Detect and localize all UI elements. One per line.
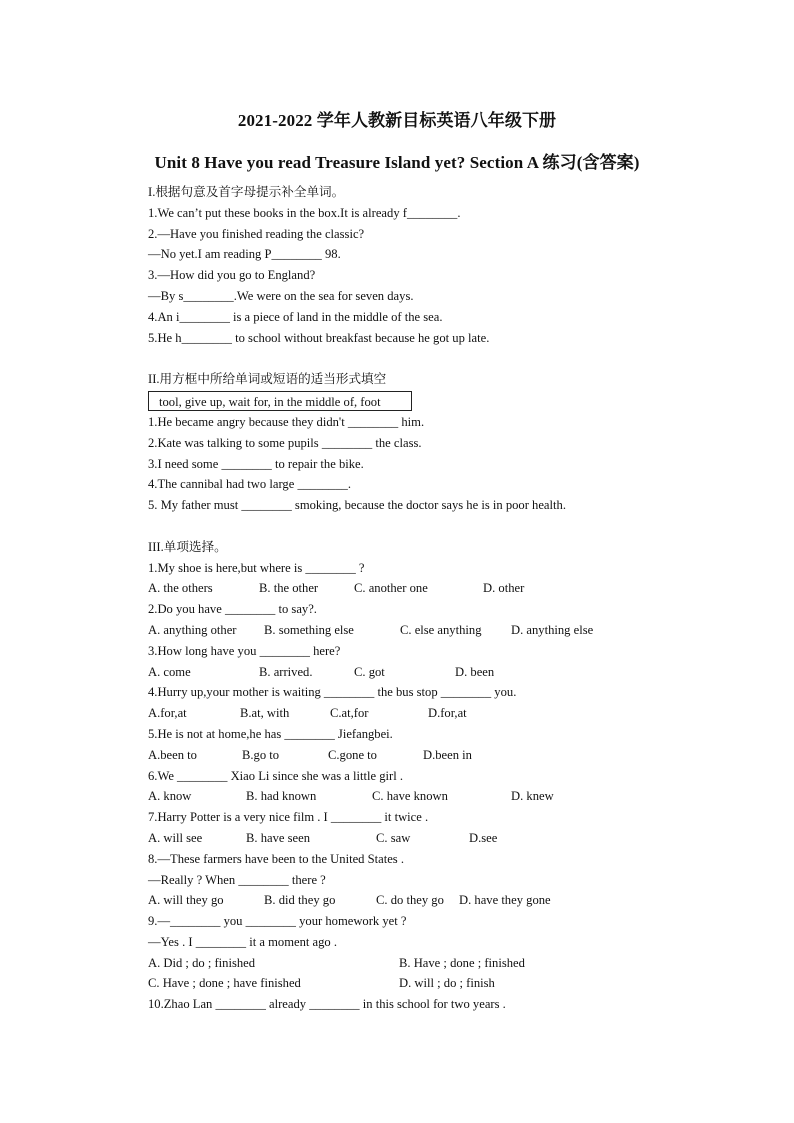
question-stem: 8.—These farmers have been to the United States .	[148, 851, 404, 866]
option: A. will they go	[148, 893, 224, 908]
question-stem: —Really ? When ________ there ?	[148, 872, 326, 887]
option: A.for,at	[148, 706, 187, 721]
option: D.see	[469, 830, 498, 845]
option: C. another one	[354, 581, 428, 596]
option: A. will see	[148, 830, 203, 845]
section-3-heading: III.单项选择。	[148, 539, 227, 554]
option: B.go to	[242, 747, 280, 762]
option: D. other	[483, 581, 525, 596]
question-stem: 6.We ________ Xiao Li since she was a little girl .	[148, 768, 404, 783]
section-2-line: 4.The cannibal had two large ________.	[148, 477, 351, 492]
section-1-heading: I.根据句意及首字母提示补全单词。	[148, 185, 345, 199]
section-1-line: 3.—How did you go to England?	[148, 268, 316, 283]
option: A.been to	[148, 747, 197, 762]
option: B. arrived.	[259, 664, 313, 679]
option: C. else anything	[400, 622, 482, 637]
question-options	[148, 890, 668, 911]
option: D. been	[455, 664, 495, 679]
option: D.been in	[423, 747, 472, 762]
option: B. have seen	[246, 830, 310, 845]
section-1-line: —By s________.We were on the sea for seven days.	[148, 288, 414, 303]
section-1-line: 5.He h________ to school without breakfast because he got up late.	[148, 330, 490, 345]
question-stem: 10.Zhao Lan ________ already ________ in this school for two years .	[148, 997, 506, 1012]
section-1-line: 4.An i________ is a piece of land in the middle of the sea.	[148, 309, 443, 324]
option: C. Have ; done ; have finished	[148, 976, 301, 991]
option: A. Did ; do ; finished	[148, 955, 256, 970]
option: D. anything else	[511, 622, 594, 637]
option: C. have known	[372, 789, 448, 804]
question-options	[148, 745, 668, 766]
question-options	[148, 786, 668, 807]
question-stem: 9.—________ you ________ your homework yet ?	[148, 914, 407, 929]
question-stem: 2.Do you have ________ to say?.	[148, 602, 317, 617]
option: D.for,at	[428, 706, 467, 721]
document-title: 2021-2022 学年人教新目标英语八年级下册	[237, 111, 557, 130]
option: C. saw	[376, 830, 411, 845]
question-options	[148, 703, 668, 724]
option: C.at,for	[330, 706, 369, 721]
question-stem: 4.Hurry up,your mother is waiting ________ the bus stop ________ you.	[148, 685, 517, 700]
document-body	[148, 182, 668, 1015]
question-stem: 1.My shoe is here,but where is ________ ?	[148, 560, 365, 575]
section-2-heading: II.用方框中所给单词或短语的适当形式填空	[148, 372, 387, 387]
option: B.at, with	[240, 706, 290, 721]
option: B. Have ; done ; finished	[399, 955, 525, 970]
question-options	[148, 662, 668, 683]
option: B. did they go	[264, 893, 336, 908]
question-options	[148, 578, 668, 599]
option: A. know	[148, 789, 192, 804]
section-1-line: —No yet.I am reading P________ 98.	[148, 247, 341, 262]
option: B. something else	[264, 622, 354, 637]
option: C.gone to	[328, 747, 377, 762]
word-box: tool, give up, wait for, in the middle of, foot	[148, 391, 412, 411]
question-options	[148, 953, 668, 974]
option: C. do they go	[376, 893, 444, 908]
option: B. had known	[246, 789, 317, 804]
option: D. knew	[511, 789, 554, 804]
question-stem: 7.Harry Potter is a very nice film . I ________ it twice .	[148, 810, 429, 825]
question-stem: 3.How long have you ________ here?	[148, 643, 341, 658]
option: B. the other	[259, 581, 319, 596]
option: C. got	[354, 664, 385, 679]
option: A. anything other	[148, 622, 237, 637]
section-2-line: 2.Kate was talking to some pupils ________ the class.	[148, 435, 422, 450]
document-subtitle: Unit 8 Have you read Treasure Island yet? Section A 练习(含答案)	[154, 153, 640, 172]
option: A. the others	[148, 581, 213, 596]
question-options	[148, 973, 668, 994]
question-stem: —Yes . I ________ it a moment ago .	[148, 934, 338, 949]
section-2-line: 1.He became angry because they didn't ________ him.	[148, 414, 425, 429]
question-options	[148, 828, 668, 849]
option: A. come	[148, 664, 191, 679]
section-1-line: 1.We can’t put these books in the box.It is already f________.	[148, 205, 461, 220]
option: D. will ; do ; finish	[399, 976, 495, 991]
section-1-line: 2.—Have you finished reading the classic?	[148, 226, 365, 241]
option: D. have they gone	[459, 893, 551, 908]
section-2-line: 5. My father must ________ smoking, because the doctor says he is in poor health.	[148, 498, 566, 513]
question-stem: 5.He is not at home,he has ________ Jiefangbei.	[148, 726, 393, 741]
question-options	[148, 620, 668, 641]
section-2-line: 3.I need some ________ to repair the bike.	[148, 456, 364, 471]
